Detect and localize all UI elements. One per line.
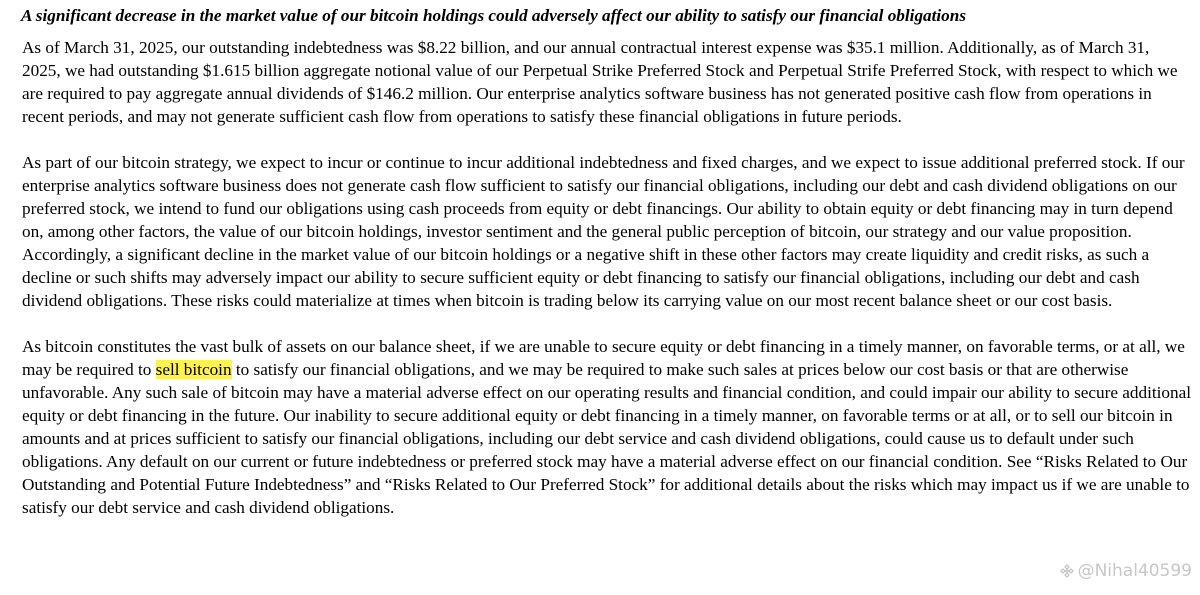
paragraph-sell-bitcoin bbox=[22, 335, 1192, 519]
section-heading: A significant decrease in the market value of our bitcoin holdings could adversely affect our ability to satisfy our financial obligations bbox=[21, 6, 967, 25]
paragraph-bitcoin-strategy: As part of our bitcoin strategy, we expect to incur or continue to incur additional indebtedness and fixed charges, and we expect to issue additional preferred stock. If our enterprise analytics software business does not generate cash flow sufficient to satisfy our financial obligations, including our debt and cash dividend obligations on our preferred stock, we intend to fund our obligations using cash proceeds from equity or debt financings. Our ability to obtain equity or debt financing may in turn depend on, among other factors, the value of our bitcoin holdings, investor sentiment and the general public perception of bitcoin, our strategy and our value proposition. Accordingly, a significant decline in the market value of our bitcoin holdings or a negative shift in these other factors may create liquidity and credit risks, as such a decline or such shifts may adversely impact our ability to secure sufficient equity or debt financing to satisfy our financial obligations, including our debt and cash dividend obligations. These risks could materialize at times when bitcoin is trading below its carrying value on our most recent balance sheet or our cost basis. bbox=[22, 153, 1185, 310]
binance-logo-icon bbox=[1060, 564, 1074, 578]
paragraph-text-before: As bitcoin constitutes the vast bulk of assets on our balance sheet, if we are unable to secure equity or debt financing in a timely manner, on favorable terms, or at all, we may be required to bbox=[22, 337, 1185, 379]
document-body bbox=[22, 4, 1192, 542]
highlighted-phrase: sell bitcoin bbox=[155, 360, 232, 379]
watermark-text: @Nihal40599 bbox=[1077, 561, 1192, 581]
paragraph-text-after: to satisfy our financial obligations, and we may be required to make such sales at prices below our cost basis or that are otherwise unfavorable. Any such sale of bitcoin may have a material adverse effect on our operating results and financial condition, and could impair our ability to secure additional equity or debt financing in the future. Our inability to secure additional equity or debt financing in a timely manner, on favorable terms or at all, or to sell our bitcoin in amounts and at prices sufficient to satisfy our financial obligations, including our debt service and cash dividend obligations, could cause us to default under such obligations. Any default on our current or future indebtedness or preferred stock may have a material adverse effect on our financial condition. See “Risks Related to Our Outstanding and Potential Future Indebtedness” and “Risks Related to Our Preferred Stock” for additional details about the risks which may impact us if we are unable to satisfy our debt service and cash dividend obligations. bbox=[22, 360, 1192, 517]
paragraph-indebtedness: As of March 31, 2025, our outstanding indebtedness was $8.22 billion, and our annual contractual interest expense was $35.1 million. Additionally, as of March 31, 2025, we had outstanding $1.615 billion aggregate notional value of our Perpetual Strike Preferred Stock and Perpetual Strife Preferred Stock, with respect to which we are required to pay aggregate annual dividends of $146.2 million. Our enterprise analytics software business has not generated positive cash flow from operations in recent periods, and may not generate sufficient cash flow from operations to satisfy these financial obligations in future periods. bbox=[22, 38, 1178, 126]
watermark bbox=[1060, 561, 1192, 581]
